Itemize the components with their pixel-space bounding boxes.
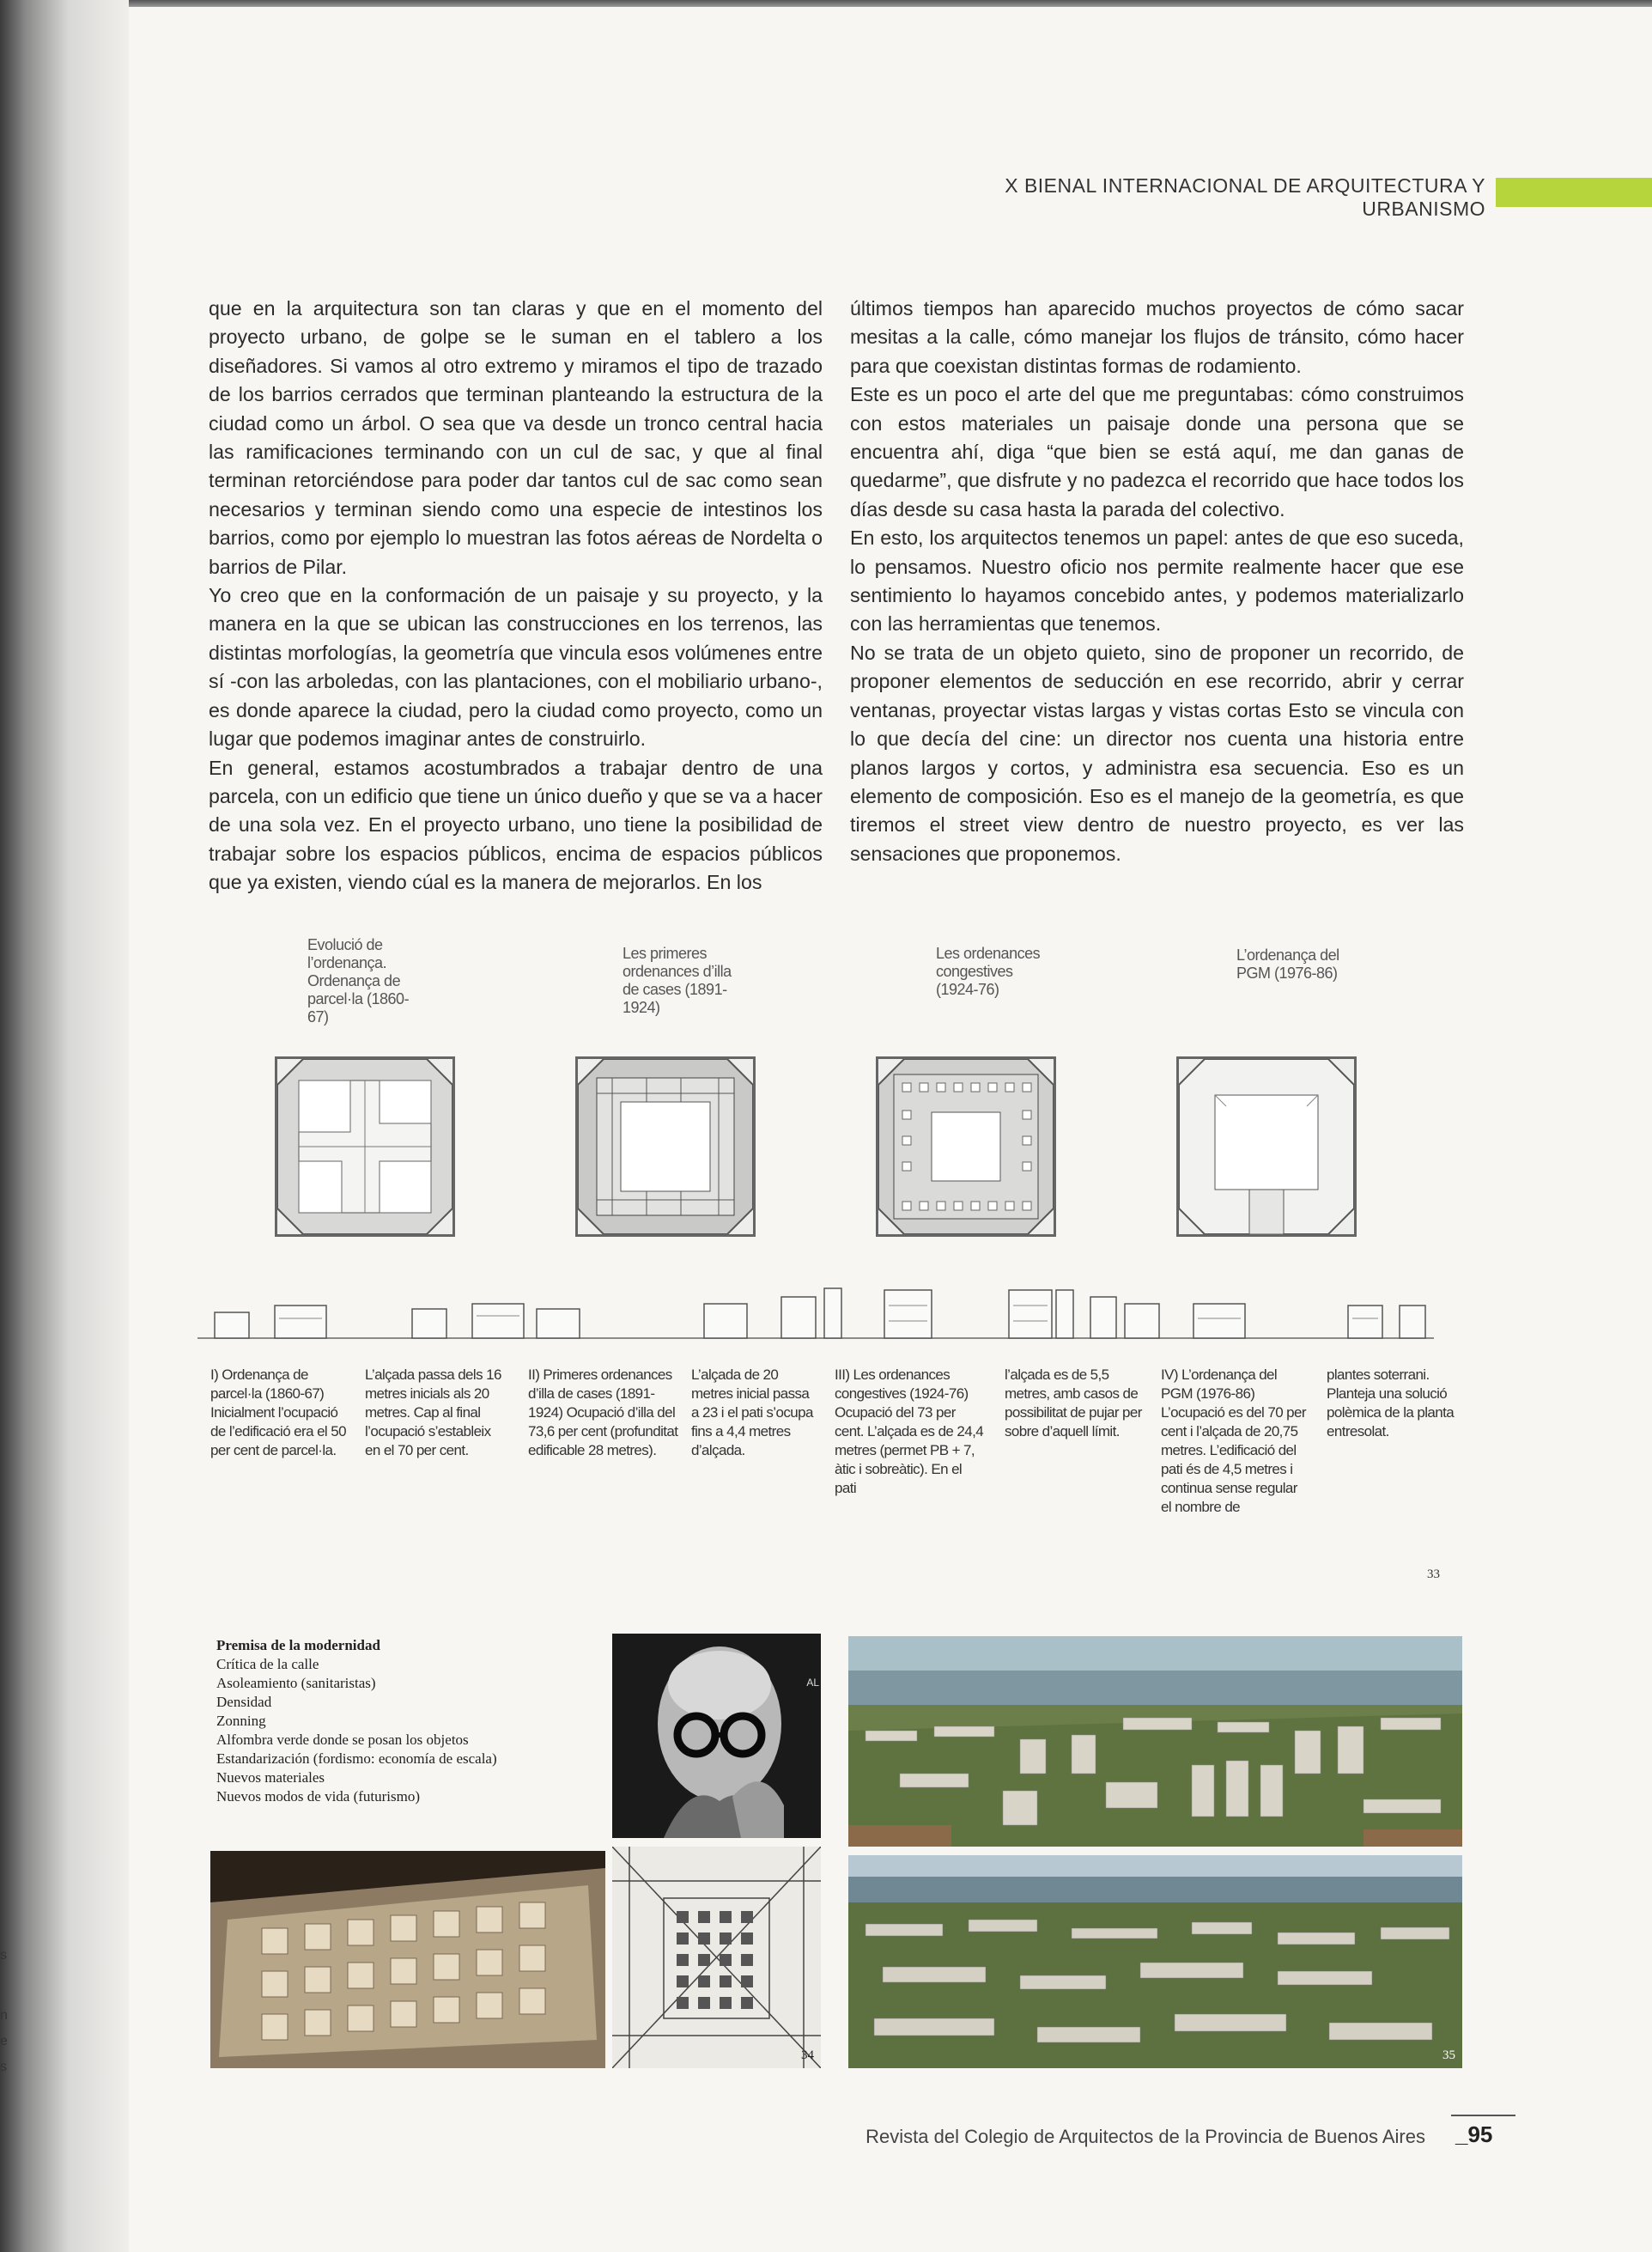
edge-letter: e <box>0 2034 8 2048</box>
footnote: III) Les ordenances congestives (1924-76) Ocupació del 73 per cent. L’alçada es de 24,4 metres (permet PB + 7, àtic i sobreàtic). En el pati <box>835 1366 984 1496</box>
edge-letter: s <box>0 2060 7 2074</box>
building-sections <box>197 1271 1460 1348</box>
footnote: plantes soterrani. Planteja una solució polèmica de la planta entresolat. <box>1327 1366 1455 1439</box>
page-number: _95 <box>1455 2121 1493 2147</box>
footnote: II) Primeres ordenances d’illa de cases (1891-1924) Ocupació d’illa del 73,6 per cent (profunditat edificable 28 metres). <box>528 1366 678 1458</box>
block-plan-1924 <box>876 1056 1056 1237</box>
edge-letter: n <box>0 2008 8 2023</box>
body-column-right <box>850 295 1464 868</box>
paragraph: Este es un poco el arte del que me preguntabas: cómo construimos con estos materiales un paisaje donde una persona que se encuentra ahí, diga “que bien se está aquí, me dan ganas de quedarme”, que disfrute y no padezca el recorrido que hace todos los días desde su casa hasta la parada del colectivo. <box>850 383 1464 520</box>
premisa-item: Nuevos modos de vida (futurismo) <box>216 1788 421 1805</box>
paragraph: que en la arquitectura son tan claras y que en el momento del proyecto urbano, de golpe se le suman en el tablero a los diseñadores. Si vamos al otro extremo y miramos el tipo de trazado de los barrios cerrados que terminan planteando la estructura de la ciudad como un árbol. O sea que va desde un tronco central hacia las ramificaciones terminando con un cul de sac, y que al final terminan retorciéndose para poder dar tantos cul de sac como sean necesarios y terminan siendo como una especie de intestinos los barrios, como por ejemplo lo muestran las fotos aéreas de Nordelta o barrios de Pilar. <box>209 297 823 578</box>
premisa-item: Densidad <box>216 1694 272 1710</box>
city-model-photo <box>210 1851 605 2068</box>
footnote: l’alçada es de 5,5 metres, amb casos de possibilitat de pujar per sobre d’aquell límit. <box>1005 1366 1142 1439</box>
aerial-city-photo-2 <box>848 1855 1462 2068</box>
footnote: L’alçada de 20 metres inicial passa a 23 i el pati s’ocupa fins a 4,4 metres d’alçada. <box>691 1366 813 1458</box>
plan-drawing-photo <box>612 1847 821 2068</box>
paragraph: En general, estamos acostumbrados a trabajar dentro de una parcela, con un edificio que tiene un único dueño y que se va a hacer de una sola vez. En el proyecto urbano, uno tiene la posibilidad de trabajar sobre los espacios públicos, encima de espacios públicos que ya existen, viendo cúal es la manera de mejorarlos. En los <box>209 756 823 894</box>
photo-label: AL <box>806 1677 819 1689</box>
footer-rule <box>1451 2115 1515 2116</box>
premisa-item: Crítica de la calle <box>216 1656 319 1672</box>
footer-magazine-name: Revista del Colegio de Arquitectos de la Provincia de Buenos Aires <box>865 2126 1425 2147</box>
plan-caption: Les primeres ordenances d’illa de cases (1891-1924) <box>623 945 732 1016</box>
running-header: X BIENAL INTERNACIONAL DE ARQUITECTURA Y URBANISMO <box>1005 174 1485 220</box>
footnote: IV) L’ordenança del PGM (1976-86) L’ocupació es del 70 per cent i l’alçada de 20,75 metres. L’edificació del pati és de 4,5 metres i continua sense regular el nombre de <box>1161 1366 1306 1515</box>
figure-number: 33 <box>1427 1567 1440 1581</box>
paragraph: últimos tiempos han aparecido muchos proyectos de cómo sacar mesitas a la calle, cómo manejar los flujos de tránsito, cómo hacer para que coexistan distintas formas de rodamiento. <box>850 297 1464 377</box>
premisa-item: Asoleamiento (sanitaristas) <box>216 1675 376 1691</box>
figure-ordinance-evolution <box>197 936 1460 1589</box>
header-accent-bar <box>1496 178 1652 207</box>
body-column-left <box>209 295 823 898</box>
book-spine-shadow <box>0 0 129 2252</box>
block-plan-1860 <box>275 1056 455 1237</box>
premisa-item: Nuevos materiales <box>216 1769 325 1786</box>
plan-caption: Evolució de l’ordenança. Ordenança de parcel·la (1860-67) <box>307 936 410 1026</box>
plan-caption: L’ordenança del PGM (1976-86) <box>1236 946 1339 982</box>
paragraph: No se trata de un objeto quieto, sino de proponer un recorrido, de proponer elementos de seducción en ese recorrido, abrir y cerrar ventanas, proyectar vistas largas y vistas cortas Esto se vincula con lo que decía del cine: un director nos cuenta una historia entre planos largos y cortos, y administra esa secuencia. Eso es un elemento de composición. Eso es el manejo de la geometría, es que tiremos el street view dentro de nuestro proyecto, es ver las sensaciones que proponemos. <box>850 641 1464 865</box>
portrait-photo <box>612 1634 821 1838</box>
premisa-item: Estandarización (fordismo: economía de escala) <box>216 1750 497 1767</box>
block-plan-1976 <box>1176 1056 1357 1237</box>
premisa-item: Zonning <box>216 1713 266 1729</box>
paragraph: En esto, los arquitectos tenemos un papel: antes de que eso suceda, lo pensamos. Nuestro oficio nos permite realmente hacer que ese sentimiento lo hayamos concebido antes, y podemos materializarlo con las herramientas que tenemos. <box>850 526 1464 636</box>
premisa-list <box>216 1636 594 1806</box>
footnote: I) Ordenança de parcel·la (1860-67) Inicialment l’ocupació de l’edificació era el 50 per cent de parcel·la. <box>210 1366 346 1458</box>
premisa-title: Premisa de la modernidad <box>216 1637 380 1653</box>
figure-number: 34 <box>801 2048 814 2062</box>
premisa-item: Alfombra verde donde se posan los objetos <box>216 1732 469 1748</box>
figure-number: 35 <box>1442 2048 1455 2062</box>
block-plan-1891 <box>575 1056 756 1237</box>
plan-caption: Les ordenances congestives (1924-76) <box>936 945 1041 998</box>
aerial-city-photo-1 <box>848 1636 1462 1847</box>
page-top-edge <box>0 0 1652 7</box>
edge-letter: s <box>0 1948 7 1963</box>
paragraph: Yo creo que en la conformación de un paisaje y su proyecto, y la manera en la que se ubican las construcciones en los terrenos, las distintas morfologías, la geometría que vincula esos volúmenes entre sí -con las arboledas, con las plantaciones, con el mobiliario urbano-, es donde aparece la ciudad, pero la ciudad como proyecto, como un lugar que podemos imaginar antes de construirlo. <box>209 584 823 751</box>
footnote: L’alçada passa dels 16 metres inicials als 20 metres. Cap al final l’ocupació s’estableix en el 70 per cent. <box>365 1366 501 1458</box>
